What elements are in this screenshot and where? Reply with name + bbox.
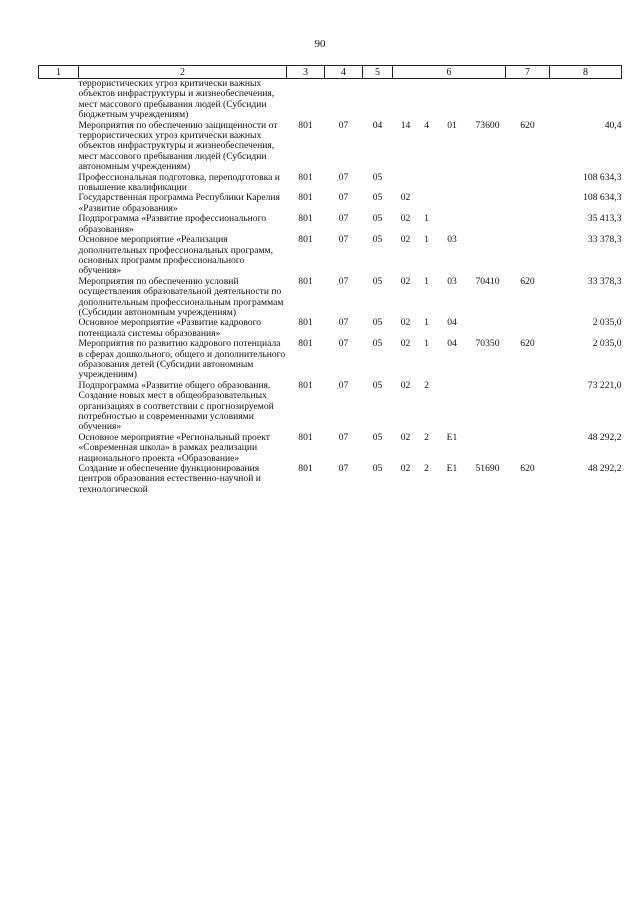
row-cell-c5: 05 [372,338,383,350]
table-row [39,214,622,235]
row-cell-c6b: 1 [424,213,429,225]
row-cell-c5: 05 [372,379,383,391]
row-cell-c3 [287,79,325,121]
row-cell-c3: 801 [298,171,313,183]
row-cell-c8: 48 292,2 [587,463,622,475]
row-cell-c6a: 02 [400,338,411,350]
row-cell-c6d: 70410 [475,275,500,287]
row-cell-c7 [506,79,550,121]
row-cell-c8: 108 634,3 [583,171,622,183]
row-cell-c3: 801 [298,338,313,350]
table-body [39,79,622,496]
header-col-4: 4 [325,66,363,79]
row-cell-c3: 801 [298,275,313,287]
row-cell-c4: 07 [338,379,349,391]
row-cell-c6b: 1 [424,317,429,329]
row-number-cell [39,235,79,277]
row-number-cell [39,214,79,235]
row-cell-c7 [506,235,550,277]
row-cell-c8: 48 292,2 [587,431,622,443]
row-cell-c6d: 70350 [475,338,500,350]
row-number-cell [39,318,79,339]
row-cell-c4: 07 [338,119,349,131]
table-row [39,173,622,194]
header-col-1: 1 [39,66,79,79]
row-cell-c6c: E1 [446,431,458,443]
row-cell-c4: 07 [338,171,349,183]
row-cell-c4 [325,79,363,121]
row-cell-c6a: 02 [400,431,411,443]
row-cell-c7: 620 [520,338,535,350]
row-cell-c5: 05 [372,431,383,443]
row-cell-c4: 07 [338,275,349,287]
row-cell-c6c [435,193,470,214]
row-cell-c4: 07 [338,234,349,246]
row-cell-c6a [393,79,419,121]
row-cell-c5: 05 [372,192,383,204]
row-number-cell [39,277,79,319]
row-cell-c7 [506,193,550,214]
row-cell-c6c [435,79,470,121]
header-col-5: 5 [363,66,393,79]
row-cell-c6a: 02 [400,275,411,287]
row-cell-c6d [470,318,506,339]
row-cell-c6d [470,381,506,433]
row-cell-c6c: 03 [447,234,457,246]
row-cell-c6c [435,214,470,235]
row-number-cell [39,339,79,381]
row-number-cell [39,433,79,464]
row-cell-c6b [419,79,435,121]
row-cell-c4: 07 [338,431,349,443]
table-row [39,464,622,495]
header-col-8: 8 [550,66,622,79]
row-cell-c6d [470,214,506,235]
row-cell-c6a: 02 [400,213,411,225]
row-cell-c6d [470,79,506,121]
header-row [39,66,622,79]
row-cell-c6c: E1 [446,463,458,475]
row-cell-c5 [363,79,393,121]
row-cell-c6c: 04 [447,338,457,350]
row-cell-c7 [506,214,550,235]
header-col-7: 7 [506,66,550,79]
row-cell-c3: 801 [298,119,313,131]
row-cell-c3: 801 [298,431,313,443]
row-cell-c4: 07 [338,338,349,350]
row-name-cell: Создание и обеспечение функционирования центров образования естественно-научной и технологической [78,463,261,495]
row-cell-c6c [435,173,470,194]
row-cell-c6c: 01 [447,119,457,131]
row-cell-c4: 07 [338,317,349,329]
row-cell-c6d [470,193,506,214]
row-cell-c7 [506,173,550,194]
row-cell-c6d [470,235,506,277]
table-row [39,79,622,121]
page-number: 90 [314,38,326,50]
row-cell-c5: 05 [372,171,383,183]
table-row [39,235,622,277]
row-cell-c6a: 14 [400,119,411,131]
row-cell-c6d [470,433,506,464]
row-cell-c3: 801 [298,463,313,475]
row-cell-c8: 35 413,3 [587,213,622,225]
row-cell-c7 [506,433,550,464]
row-number-cell [39,381,79,433]
row-cell-c7 [506,318,550,339]
row-cell-c3: 801 [298,317,313,329]
row-cell-c6b: 4 [424,119,429,131]
row-name-cell: Мероприятия по обеспечению условий осуществления образовательной деятельности по дополнительным профессиональным программам (Субсидии автономным учреждениям) [78,275,284,318]
row-name-cell: Государственная программа Республики Карелия «Развитие образования» [78,192,280,214]
row-cell-c6b [419,173,435,194]
row-cell-c4: 07 [338,192,349,204]
row-cell-c5: 05 [372,234,383,246]
row-name-cell: Мероприятия по развитию кадрового потенциала в сферах дошкольного, общего и дополнительного образования детей (Субсидии автономным учреждениям) [78,338,286,381]
row-cell-c6a: 02 [400,317,411,329]
row-cell-c6b: 1 [424,275,429,287]
row-name-cell: Подпрограмма «Развитие общего образования. Создание новых мест в общеобразовательных организациях в соответствии с прогнозируемой потребностью и современными условиями обучения» [78,379,274,433]
table-row [39,318,622,339]
table-row [39,381,622,433]
row-cell-c5: 05 [372,463,383,475]
row-name-cell: Профессиональная подготовка, переподготовка и повышение квалификации [78,171,280,194]
row-cell-c6b: 1 [424,338,429,350]
row-cell-c5: 05 [372,213,383,225]
row-cell-c7 [506,381,550,433]
header-col-2: 2 [79,66,287,79]
row-number-cell [39,173,79,194]
row-cell-c8: 33 378,3 [587,234,622,246]
row-cell-c8 [550,79,622,121]
table-row [39,193,622,214]
row-cell-c8: 40,4 [604,119,622,131]
row-cell-c6b: 1 [424,234,429,246]
row-cell-c6b [419,193,435,214]
row-cell-c6b: 2 [424,463,429,475]
table-row [39,277,622,319]
row-name-cell: Основное мероприятие «Развитие кадрового потенциала системы образования» [78,317,262,339]
row-cell-c3: 801 [298,234,313,246]
row-cell-c6a: 02 [400,192,411,204]
row-number-cell [39,193,79,214]
row-cell-c6d [470,173,506,194]
row-cell-c6a: 02 [400,463,411,475]
row-cell-c4: 07 [338,463,349,475]
table-row [39,339,622,381]
row-number-cell [39,121,79,173]
row-cell-c7: 620 [520,463,535,475]
row-cell-c8: 108 634,3 [583,192,622,204]
row-name-cell: террористических угроз критически важных объектов инфраструктуры и жизнеобеспечения, мест массового пребывания людей (Субсидии бюджетным учреждениям) [78,78,275,121]
row-cell-c8: 2 035,0 [592,317,622,329]
row-cell-c3: 801 [298,379,313,391]
row-cell-c6b: 2 [424,431,429,443]
row-cell-c8: 73 221,0 [587,379,622,391]
row-cell-c8: 2 035,0 [592,338,622,350]
budget-table [38,65,622,495]
header-col-3: 3 [287,66,325,79]
row-cell-c7: 620 [520,275,535,287]
row-cell-c6d: 73600 [475,119,500,131]
row-cell-c6d: 51690 [475,463,500,475]
row-name-cell: Основное мероприятие «Реализация дополнительных профессиональных программ, основных программ профессионального обучения» [78,234,273,277]
table-row [39,121,622,173]
row-cell-c5: 05 [372,275,383,287]
row-name-cell: Мероприятия по обеспечению защищенности от террористических угроз критически важных объектов инфраструктуры и жизнеобеспечения, мест массового пребывания людей (Субсидии автономным учреждениям) [78,119,278,173]
row-cell-c6c: 03 [447,275,457,287]
row-number-cell [39,79,79,121]
row-cell-c6c: 04 [447,317,457,329]
row-cell-c5: 05 [372,317,383,329]
row-cell-c8: 33 378,3 [587,275,622,287]
table-row [39,433,622,464]
row-name-cell: Подпрограмма «Развитие профессионального образования» [78,213,267,235]
row-cell-c6a [393,173,419,194]
row-cell-c3: 801 [298,192,313,204]
row-cell-c6a: 02 [400,234,411,246]
row-cell-c5: 04 [372,119,383,131]
row-cell-c6c [435,381,470,433]
row-cell-c7: 620 [520,119,535,131]
row-number-cell [39,464,79,495]
row-cell-c4: 07 [338,213,349,225]
row-cell-c6b: 2 [424,379,429,391]
header-col-6: 6 [393,66,506,79]
row-cell-c6a: 02 [400,379,411,391]
row-name-cell: Основное мероприятие «Региональный проект «Современная школа» в рамках реализации национального проекта «Образование» [78,431,270,464]
row-cell-c3: 801 [298,213,313,225]
